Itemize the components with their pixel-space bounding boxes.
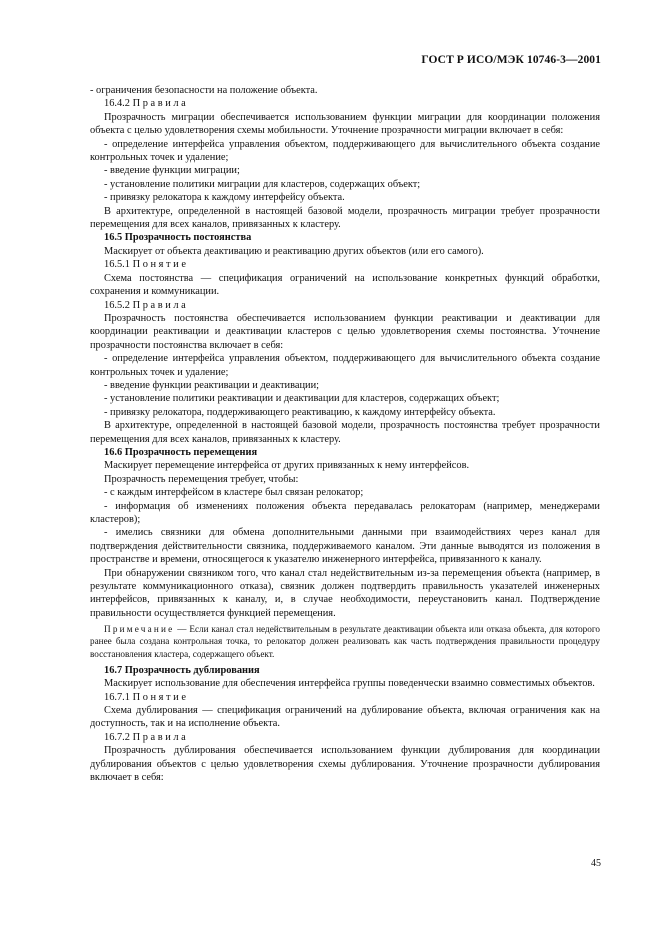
section-heading: 16.7 Прозрачность дублирования xyxy=(104,664,260,676)
body-paragraph: - привязку релокатора к каждому интерфейсу объекта. xyxy=(104,192,345,204)
page-header: ГОСТ Р ИСО/МЭК 10746-3—2001 xyxy=(421,54,601,66)
subsection-label xyxy=(90,97,600,110)
body-paragraph: - привязку релокатора, поддерживающего реактивацию, к каждому интерфейсу объекта. xyxy=(104,406,496,418)
body-paragraph: В архитектуре, определенной в настоящей базовой модели, прозрачность миграции требует прозрачности перемещения для всех каналов, привязанных к кластеру. xyxy=(90,205,600,231)
page-body xyxy=(90,84,600,785)
body-paragraph: - определение интерфейса управления объектом, поддерживающего для вычислительного объекта создание контрольных точек и удаление; xyxy=(90,353,600,378)
body-paragraph: - ограничения безопасности на положение объекта. xyxy=(90,85,318,96)
body-paragraph: - установление политики реактивации и деактивации для кластеров, содержащих объект; xyxy=(104,393,500,405)
body-paragraph: - определение интерфейса управления объектом, поддерживающего для вычислительного объекта создание контрольных точек и удаление; xyxy=(90,138,600,164)
body-paragraph: - имелись связники для обмена дополнительными данными при взаимодействиях через канал для подтверждения действительности связника, поддерживаемого каналом. Эти данные выводятся из положения в пространстве и времени, относящегося к указателю инженерного интерфейса, привязанного к каналу. xyxy=(90,527,600,566)
body-paragraph: В архитектуре, определенной в настоящей базовой модели, прозрачность постоянства требует прозрачности перемещения для всех каналов, привязанных к кластеру. xyxy=(90,420,600,445)
subsection-title: Правила xyxy=(132,98,189,110)
body-paragraph: - информация об изменениях положения объекта передавалась релокаторам (например, менеджерами кластеров); xyxy=(90,500,600,525)
note-label: Примечание xyxy=(104,624,175,635)
body-paragraph: Маскирует перемещение интерфейса от других привязанных к нему интерфейсов. xyxy=(104,460,470,472)
body-paragraph: Прозрачность дублирования обеспечивается использованием функции дублирования для координации дублирования объектов с целью удовлетворения схемы дублирования. Уточнение прозрачности дублирования включает в себя: xyxy=(90,745,600,784)
body-paragraph: - введение функции реактивации и деактивации; xyxy=(104,379,320,391)
body-paragraph: Прозрачность постоянства обеспечивается использованием функции реактивации и деактивации для координации реактивации и деактивации кластеров с целью удовлетворения схемы постоянства. Уточнение прозрачности постоянства включает в себя: xyxy=(90,312,600,351)
body-paragraph: При обнаружении связником того, что канал стал недействительным из-за перемещения объекта (например, в результате коммуникационного отказа), связник должен подтвердить правильность указателей инженерных интерфейсов, привязанных к каналу, и, в случае необходимости, переустановить канал. Подтверждение правильности осуществляется функцией перемещения. xyxy=(90,567,600,619)
body-paragraph: Схема постоянства — спецификация ограничений на использование конкретных функций обработки, сохранения и коммуникации. xyxy=(90,272,600,298)
page-number: 45 xyxy=(591,858,601,869)
subsection-title: Понятие xyxy=(132,691,189,703)
note-text: — Если канал стал недействительным в результате деактивации объекта или отказа объекта, для которого ранее была создана контрольная точка, то релокатор должен реализовать как часть подтверждения правильности процедуру восстановления кластера, содержащего объект. xyxy=(90,624,600,659)
body-paragraph: - с каждым интерфейсом в кластере был связан релокатор; xyxy=(104,487,364,499)
subsection-number: 16.4.2 xyxy=(104,98,130,110)
body-paragraph: Маскирует использование для обеспечения интерфейса группы поведенчески взаимно совместимых объектов. xyxy=(104,678,595,690)
subsection-number: 16.7.1 xyxy=(104,691,130,703)
note-paragraph xyxy=(90,623,600,660)
body-paragraph: Схема дублирования — спецификация ограничений на дублирование объекта, включая ограничения как на доступность, так и на исполнение объекта. xyxy=(90,705,600,730)
body-paragraph: - введение функции миграции; xyxy=(104,165,240,177)
section-heading: 16.6 Прозрачность перемещения xyxy=(104,446,258,458)
body-paragraph: Маскирует от объекта деактивацию и реактивацию других объектов (или его самого). xyxy=(104,245,484,257)
body-paragraph: Прозрачность миграции обеспечивается использованием функции миграции для координации положения объекта с целью удовлетворения схемы мобильности. Уточнение прозрачности миграции включает в себя: xyxy=(90,111,600,137)
body-paragraph: - установление политики миграции для кластеров, содержащих объект; xyxy=(104,178,421,190)
subsection-label xyxy=(90,691,600,704)
subsection-label xyxy=(90,731,600,744)
subsection-number: 16.5.1 xyxy=(104,259,130,271)
subsection-label xyxy=(90,299,600,312)
subsection-title: Понятие xyxy=(132,259,189,271)
section-heading: 16.5 Прозрачность постоянства xyxy=(104,232,252,244)
subsection-title: Правила xyxy=(132,299,189,311)
subsection-title: Правила xyxy=(132,731,189,743)
subsection-number: 16.5.2 xyxy=(104,299,130,311)
body-paragraph: Прозрачность перемещения требует, чтобы: xyxy=(104,473,299,485)
subsection-number: 16.7.2 xyxy=(104,731,130,743)
subsection-label xyxy=(90,258,600,271)
